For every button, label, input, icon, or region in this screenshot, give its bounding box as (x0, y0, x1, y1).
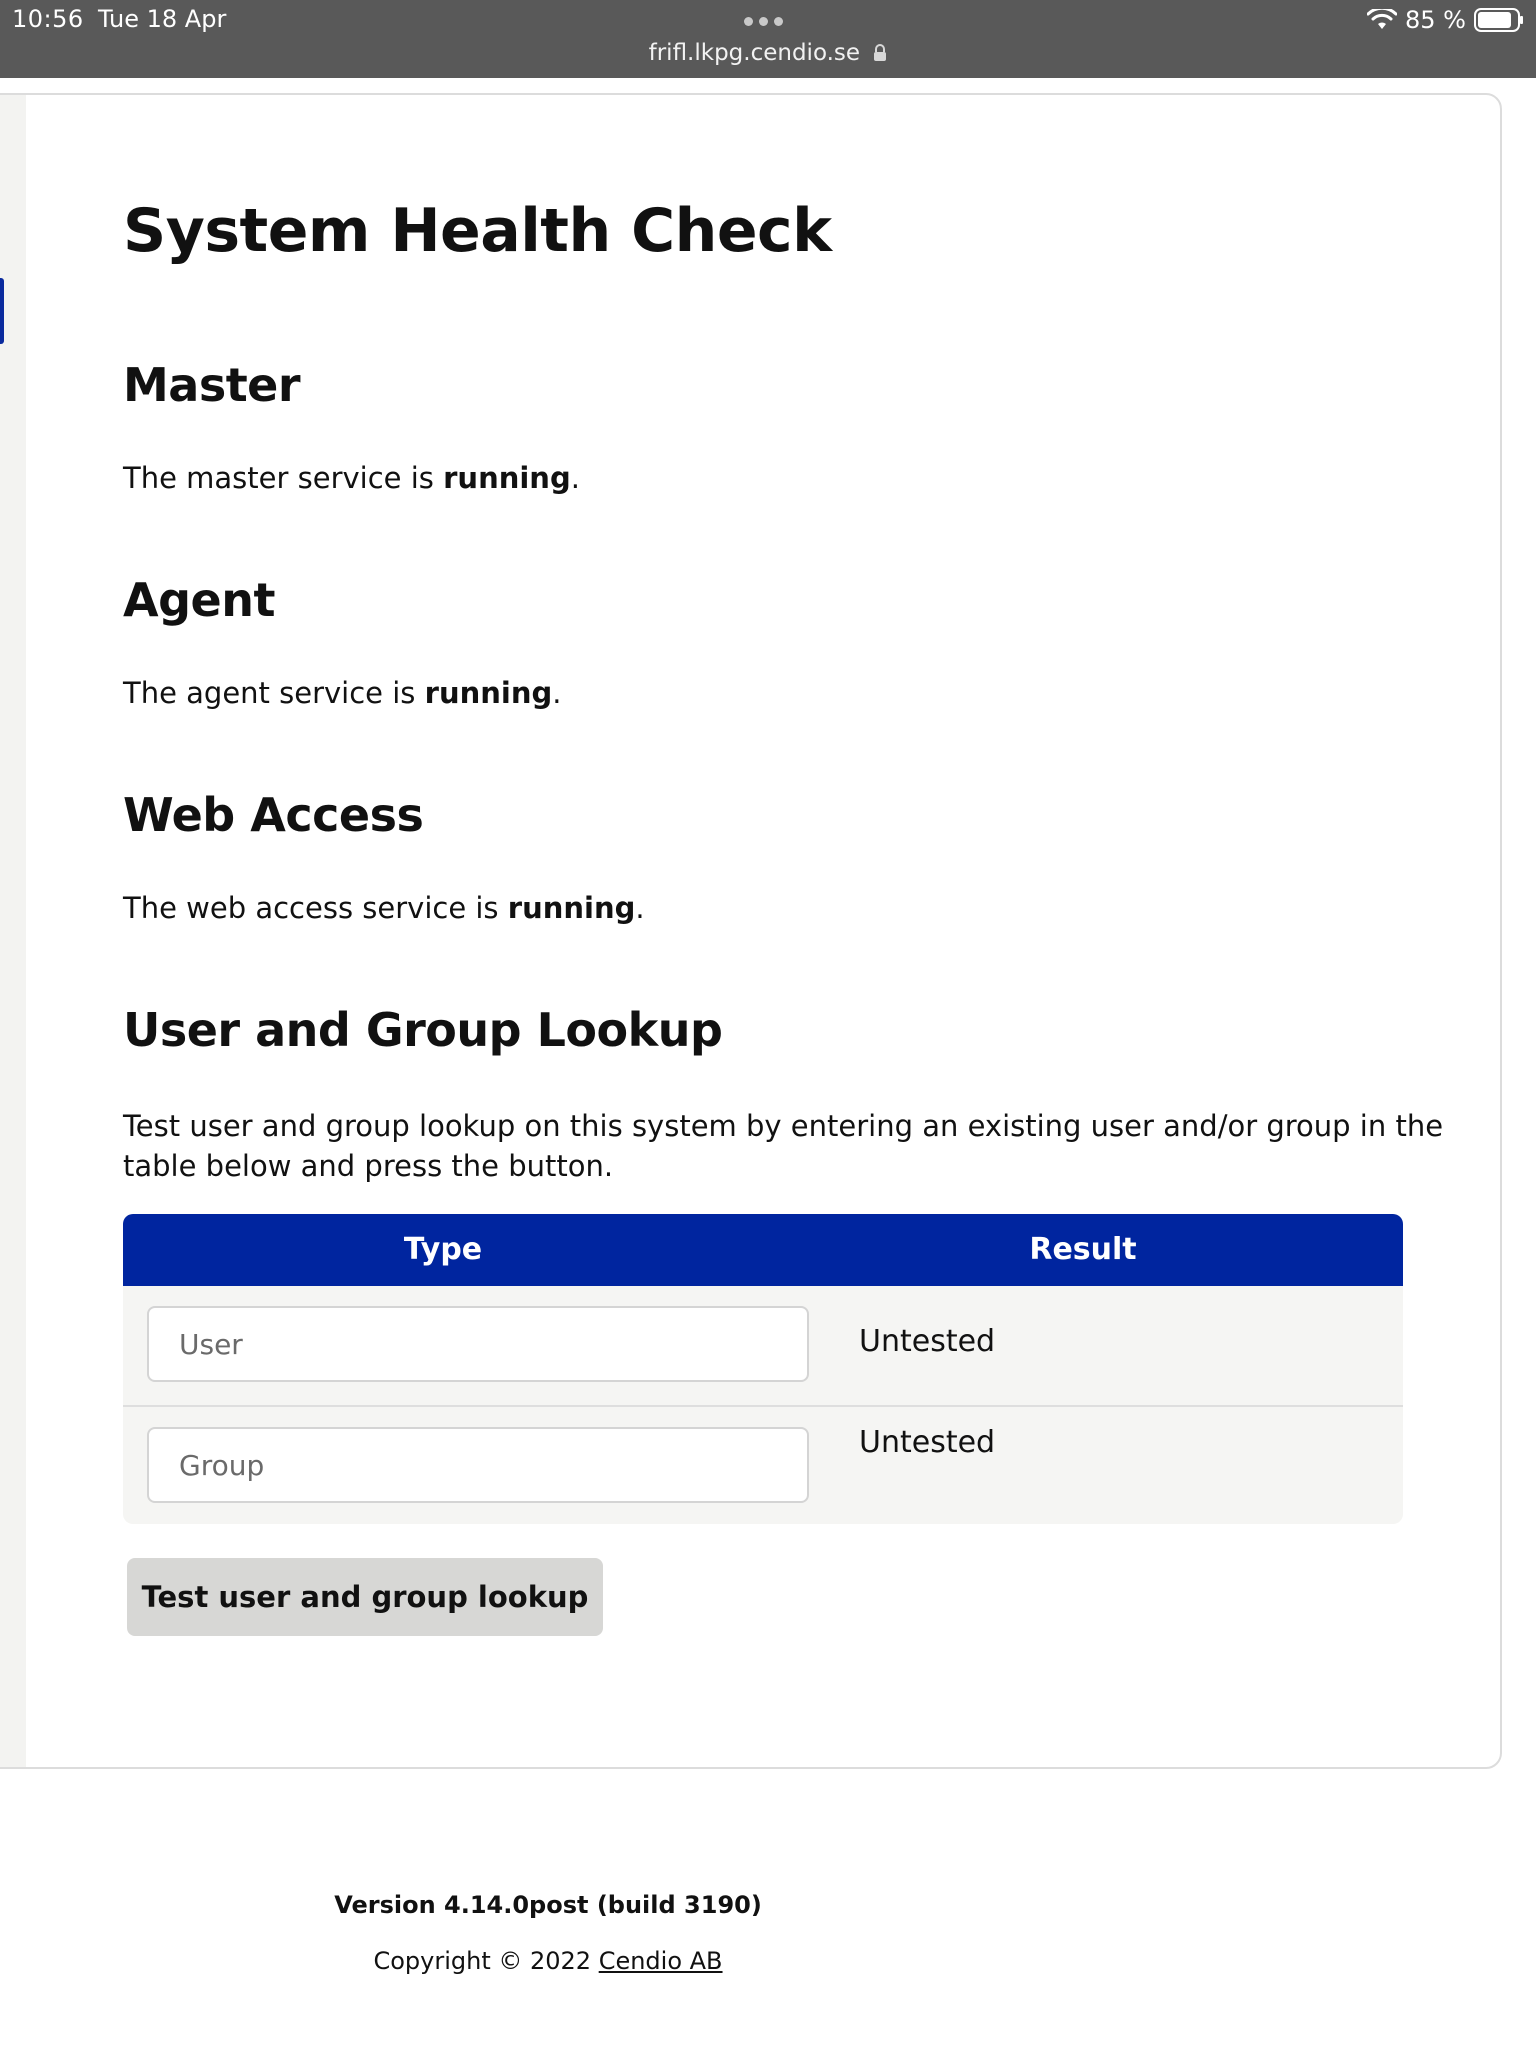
lookup-heading: User and Group Lookup (123, 1003, 723, 1057)
clock-time: 10:56 (12, 5, 84, 33)
sidebar-collapsed (0, 93, 26, 1767)
lookup-description: Test user and group lookup on this system by entering an existing user and/or group in the table below and press the button. (123, 1109, 1444, 1183)
group-input[interactable] (147, 1427, 809, 1503)
table-row (123, 1405, 1403, 1524)
master-status-value: running (443, 461, 571, 495)
user-result: Untested (859, 1324, 996, 1359)
table-row (123, 1286, 1403, 1405)
web-access-status-value: running (507, 891, 636, 925)
agent-status-text: The agent service is running. (123, 676, 562, 710)
version-text: Version 4.14.0post (build 3190) (334, 1891, 762, 1919)
clock-date: Tue 18 Apr (98, 5, 227, 33)
group-result: Untested (859, 1425, 996, 1460)
user-input[interactable] (147, 1306, 809, 1382)
web-access-status-text: The web access service is running. (123, 891, 645, 925)
sidebar-active-indicator[interactable] (0, 278, 4, 344)
battery-percentage: 85 % (1405, 6, 1466, 34)
browser-status-bar (0, 0, 1536, 78)
web-access-heading: Web Access (123, 788, 424, 842)
lock-icon (873, 44, 887, 62)
lookup-table (123, 1214, 1403, 1524)
wifi-icon (1367, 9, 1397, 31)
url-text: frifl.lkpg.cendio.se (648, 40, 861, 66)
agent-heading: Agent (123, 573, 275, 627)
column-header-type: Type (403, 1232, 483, 1267)
page-title: System Health Check (123, 196, 832, 266)
master-status-text: The master service is running. (123, 461, 580, 495)
multitasking-dots-icon[interactable] (744, 17, 783, 26)
battery-icon (1474, 7, 1524, 33)
company-link[interactable]: Cendio AB (598, 1947, 723, 1975)
column-header-result: Result (1029, 1232, 1137, 1267)
agent-status-value: running (424, 676, 553, 710)
test-lookup-button[interactable]: Test user and group lookup (127, 1558, 603, 1636)
master-heading: Master (123, 358, 301, 412)
address-bar[interactable] (0, 40, 1536, 66)
table-header (123, 1214, 1403, 1286)
copyright-text: Copyright © 2022 Cendio AB (373, 1947, 723, 1975)
